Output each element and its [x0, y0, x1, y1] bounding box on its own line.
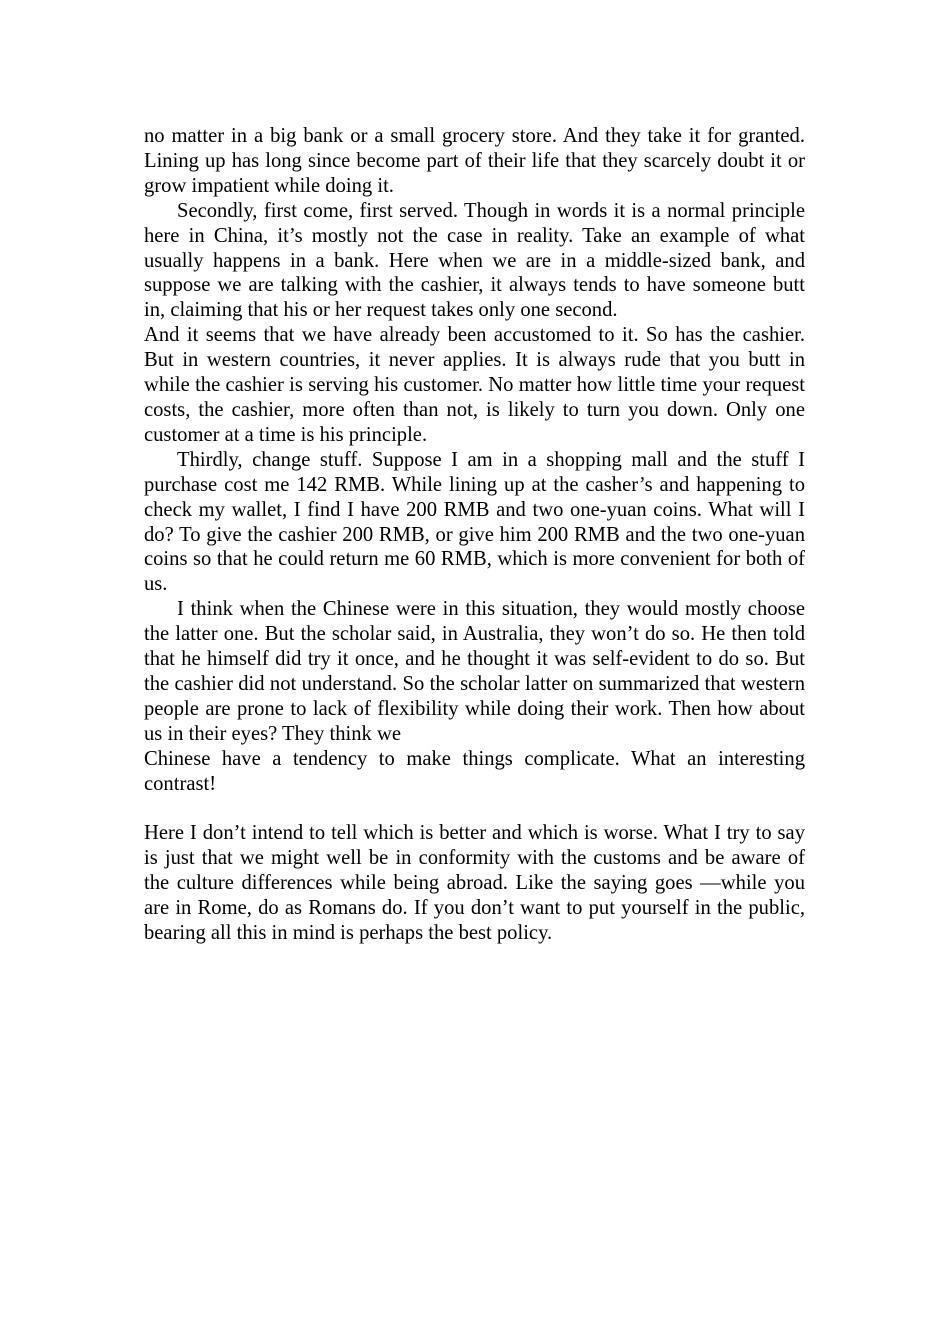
paragraph-change-stuff: Thirdly, change stuff. Suppose I am in a shopping mall and the stuff I purchase cost me 142 RMB. While lining up at the casher’s and happening to check my wallet, I find I have 200 RMB and two one-yuan coins. What will I do? To give the cashier 200 RMB, or give him 200 RMB and the two one-yuan coins so that he could return me 60 RMB, which is more convenient for both of us.	[144, 448, 805, 596]
paragraph-lining-up: no matter in a big bank or a small grocery store. And they take it for granted. Lining up has long since become part of their life that they scarcely doubt it or grow impatient while doing it.	[144, 125, 805, 197]
paragraph-conclusion: Here I don’t intend to tell which is better and which is worse. What I try to say is just that we might well be in conformity with the customs and be aware of the culture differences while being abroad. Like the saying goes —while you are in Rome, do as Romans do. If you don’t want to put yourself in the public, bearing all this in mind is perhaps the best policy.	[144, 822, 805, 944]
paragraph-chinese-situation: I think when the Chinese were in this situation, they would mostly choose the latter one. But the scholar said, in Australia, they won’t do so. He then told that he himself did try it once, and he thought it was self-evident to do so. But the cashier did not understand. So the scholar latter on summarized that western people are prone to lack of flexibility while doing their work. Then how about us in their eyes? They think we	[144, 598, 805, 745]
paragraph-interesting-contrast: Chinese have a tendency to make things complicate. What an interesting contrast!	[144, 747, 805, 795]
blank-line-divider	[144, 796, 805, 821]
paragraph-western-countries: And it seems that we have already been accustomed to it. So has the cashier. But in western countries, it never applies. It is always rude that you butt in while the cashier is serving his customer. No matter how little time your request costs, the cashier, more often than not, is likely to turn you down. Only one customer at a time is his principle.	[144, 324, 805, 446]
paragraph-first-come-first-served: Secondly, first come, first served. Though in words it is a normal principle here in China, it’s mostly not the case in reality. Take an example of what usually happens in a bank. Here when we are in a middle-sized bank, and suppose we are talking with the cashier, it always tends to have someone butt in, claiming that his or her request takes only one second.	[144, 199, 805, 322]
document-page	[144, 124, 805, 946]
